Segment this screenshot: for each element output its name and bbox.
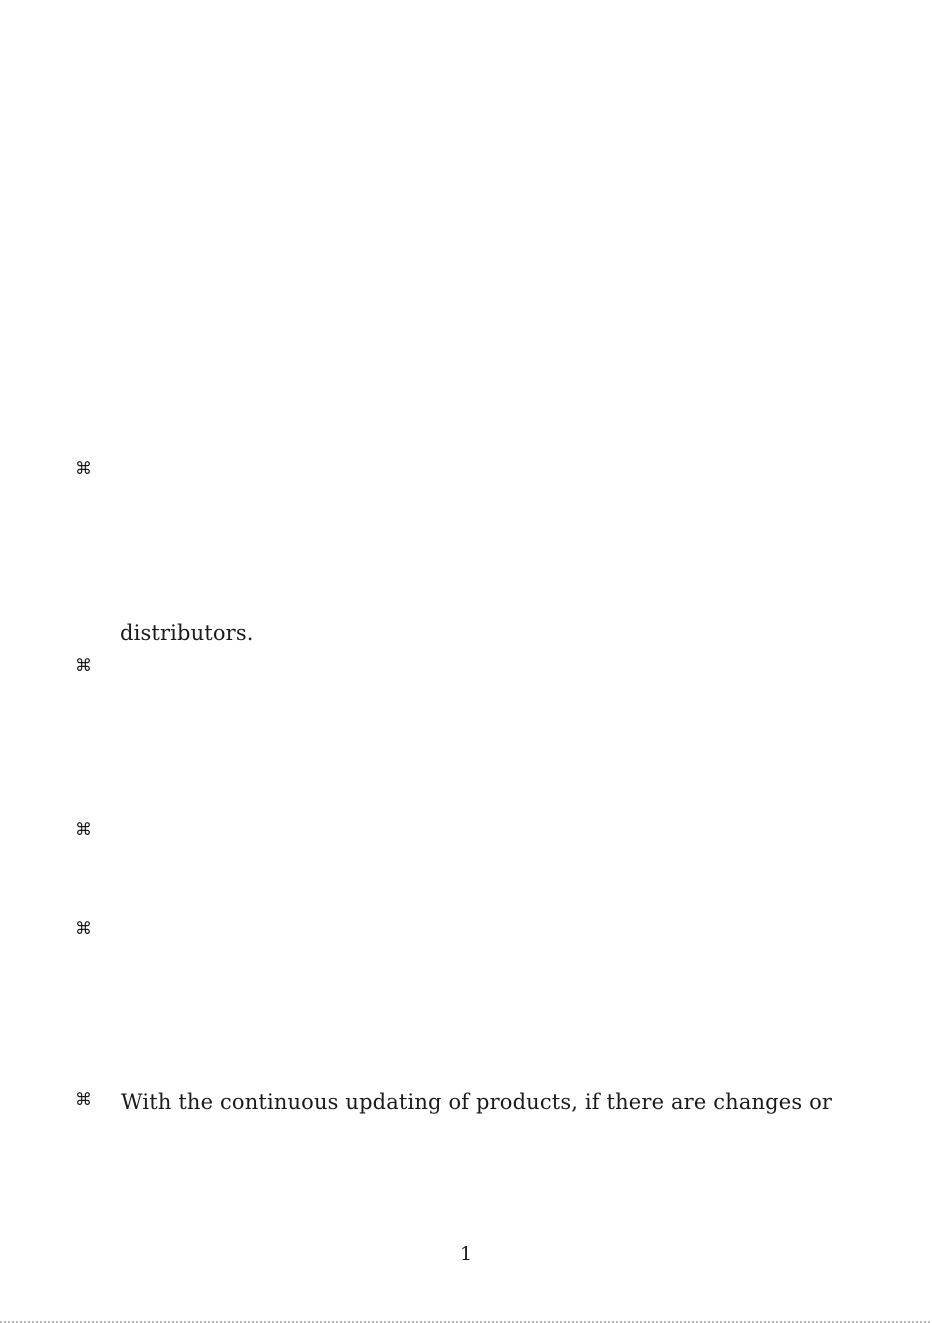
text-line-product-updating: With the continuous updating of products, if there are changes or — [121, 1090, 833, 1114]
page-number: 1 — [459, 1243, 473, 1265]
bullet-icon: ⌘ — [75, 656, 92, 676]
bullet-icon: ⌘ — [75, 459, 92, 479]
text-line-distributors: distributors. — [120, 621, 254, 645]
bullet-icon: ⌘ — [75, 1090, 92, 1110]
bullet-icon: ⌘ — [75, 820, 92, 840]
bullet-icon: ⌘ — [75, 919, 92, 939]
